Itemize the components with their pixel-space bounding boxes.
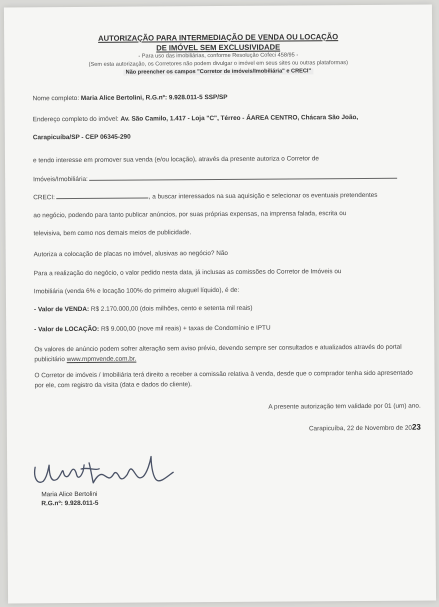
values-note-text: Os valores de anúncio podem sofrer alteração sem aviso prévio, devendo sempre ser consultados e atualizados através do portal publicitário (34, 343, 402, 364)
instruction-text: Não preencher os campos "Corretor de imóveis/Imobiliária" e CRECI" (125, 68, 312, 76)
commission-note: O Corretor de imóveis / Imobiliária terá direito a receber a comissão relativa à venda, desde que o comprador tenha sido apresentado por ele, com registro da visita (data e dados do cliente). (34, 369, 413, 390)
creci-line (33, 191, 377, 201)
values-note (34, 343, 418, 366)
place-date-text: Carapicuíba, 22 de Novembro de 20 (308, 424, 412, 433)
document-title-line1: AUTORIZAÇÃO PARA INTERMEDIAÇÃO DE VENDA OU LOCAÇÃO (98, 32, 339, 43)
broker-line (33, 173, 398, 184)
interest-line-5: televisiva, bem como nos demais meios de publicidade. (33, 229, 192, 238)
address-line-2 (33, 134, 131, 142)
signer-name: Maria Alice Bertolini (41, 490, 98, 499)
subtitle-warning: (Sem esta autorização, os Corretores não podem divulgar o imóvel em seus sites ou outras plataformas) (88, 60, 348, 68)
address-label: Endereço completo do imóvel: (32, 115, 121, 124)
signer-rg-text: R.G.nº: 9.928.011-5 (41, 499, 99, 508)
handwritten-signature (29, 452, 179, 493)
validity-text: A presente autorização tem validade por 01 (um) ano. (268, 402, 421, 411)
sale-value: R$ 2.170.000,00 (dois milhões, cento e setenta mil reais) (89, 304, 253, 313)
owner-name-line (33, 94, 228, 102)
rent-value: R$ 9.000,00 (nove mil reais) + taxas de Condomínio e IPTU (99, 324, 271, 333)
address-value-1: Av. São Camilo, 1.417 - Loja "C", Térreo - ÁAREA CENTRO, Chácara São João, (120, 114, 359, 123)
creci-blank-field (57, 192, 149, 199)
subtitle-instruction (4, 68, 432, 77)
sale-value-line (34, 305, 252, 314)
rent-label: - Valor de LOCAÇÃO: (34, 325, 100, 334)
document-title-line2: DE IMÓVEL SEM EXCLUSIVIDADE (156, 42, 281, 53)
address-value-2: Carapicuíba/SP - CEP 06345-290 (32, 133, 131, 142)
broker-label: Imóveis/Imobiliária: (33, 175, 90, 184)
place-date (309, 423, 421, 433)
plates-question: Autoriza a colocação de placas no imóvel, alusivas ao negócio? Não (33, 249, 228, 259)
owner-name-value: Maria Alice Bertolini, R.G.nº: 9.928.011-5 SSP/SP (80, 93, 228, 102)
signer-rg (41, 500, 98, 507)
portal-link: www.mpmvende.com.br. (66, 355, 137, 364)
subtitle-resolution: - Para uso das imobiliárias, conforme Resolução Cofeci 458/95 - (138, 52, 299, 60)
creci-label: CRECI: (33, 194, 57, 202)
address-line (33, 114, 359, 123)
rent-value-line (34, 325, 270, 334)
price-intro-2: Imobiliária (venda 6% e locação 100% do primeiro aluguel líquido), é de: (33, 286, 240, 296)
owner-name-label: Nome completo: (32, 94, 81, 103)
date-year-suffix: 23 (411, 422, 421, 432)
broker-blank-field (90, 173, 398, 181)
interest-line-4: ao negócio, podendo para tanto publicar anúncios, por suas próprias expensas, na imprensa falada, escrita ou (33, 210, 347, 220)
document-page (4, 5, 436, 604)
sale-label: - Valor de VENDA: (34, 305, 90, 314)
price-intro-1: Para a realização do negócio, o valor pedido nesta data, já inclusas as comissões do Corretor de Imóveis ou (33, 268, 342, 278)
creci-tail-text: , a buscar interessados na sua aquisição e selecionar os eventuais pretendentes (148, 191, 378, 201)
interest-line-1: e tendo interesse em promover sua venda (e/ou locação), através da presente autoriza o Corretor de (32, 155, 319, 165)
